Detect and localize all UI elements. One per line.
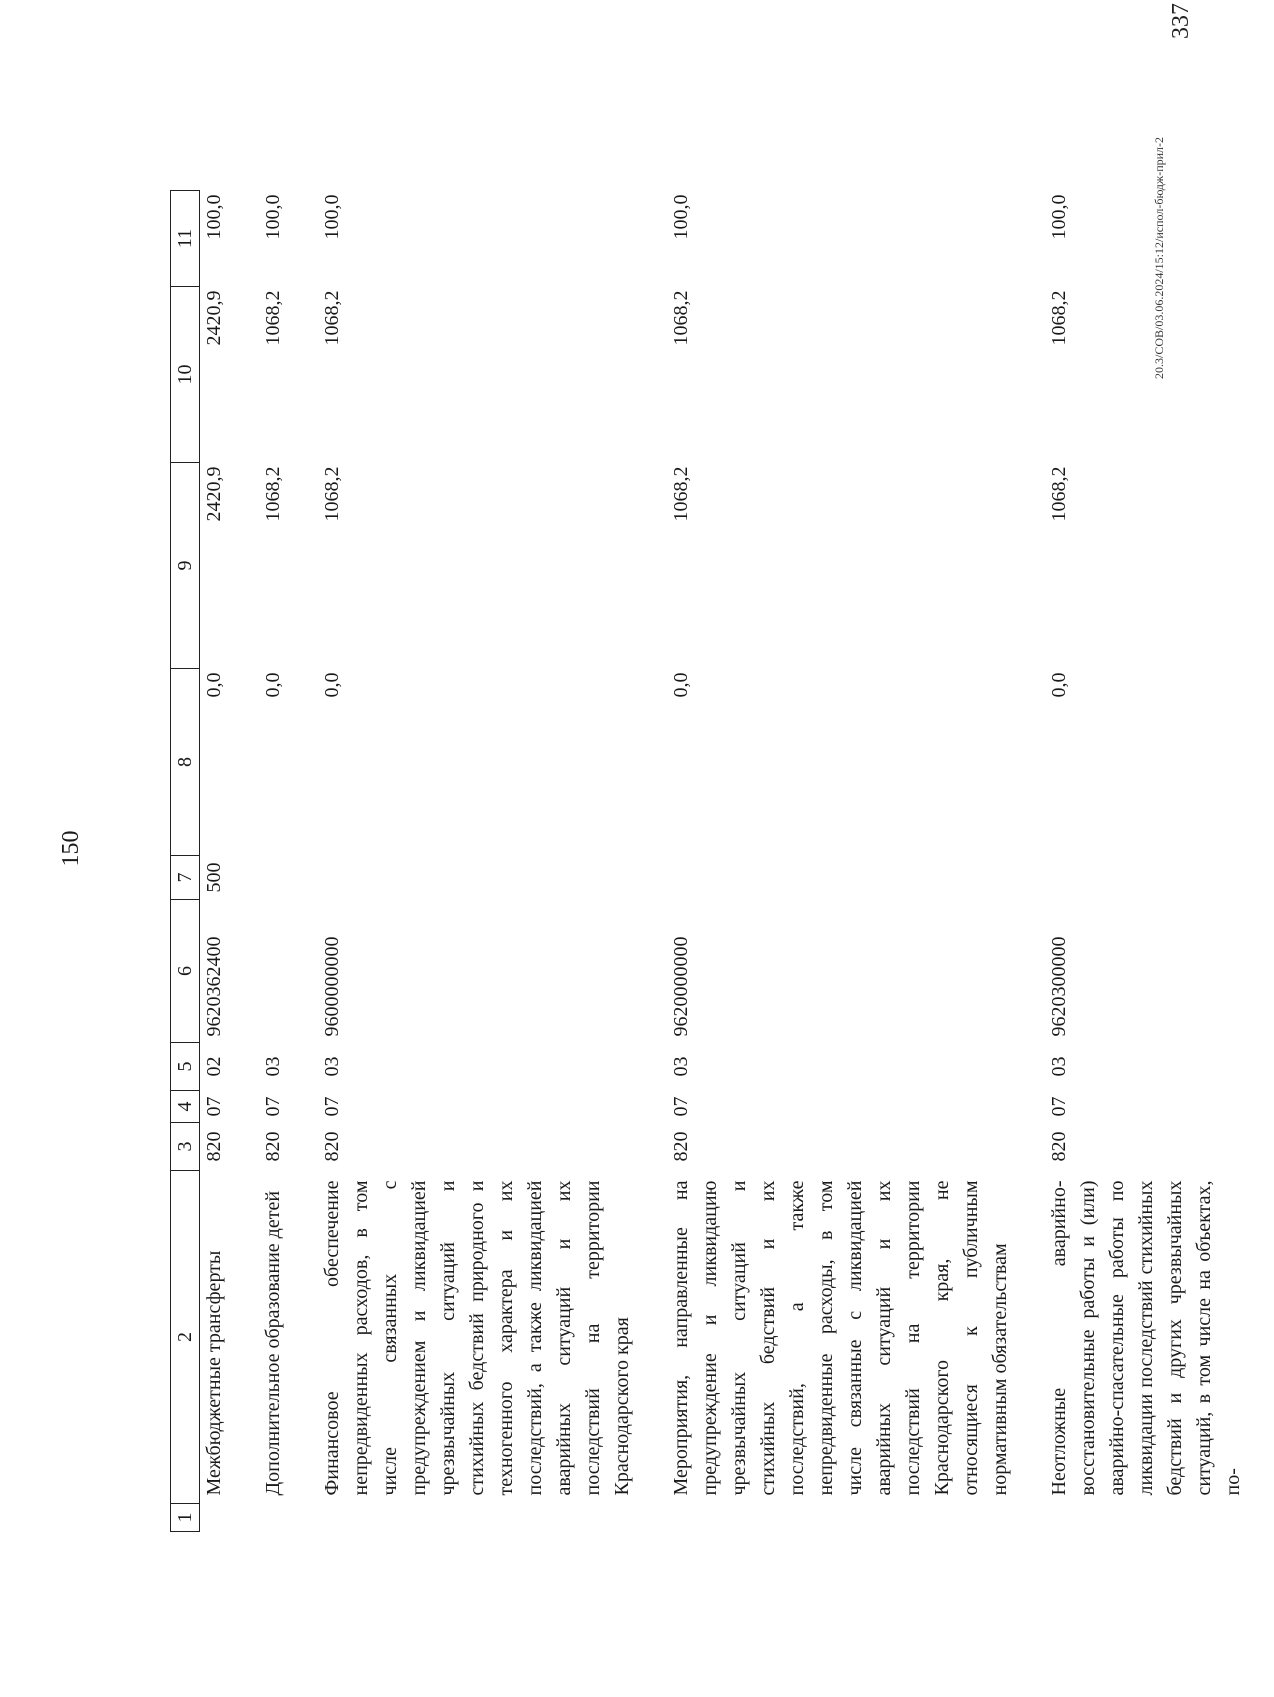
cell-col6: 9620362400 [203,936,225,1037]
page-number: 150 [58,830,84,867]
cell-col6: 9620000000 [670,936,692,1037]
cell-col3: 820 [262,1131,284,1162]
cell-col4: 07 [670,1096,692,1117]
cell-col10: 1068,2 [1048,290,1070,346]
cell-col5: 03 [262,1056,284,1077]
cell-col7 [255,856,314,900]
cell-col9: 1068,2 [670,466,692,522]
cell-col4: 07 [262,1096,284,1117]
cell-col9: 1068,2 [321,466,343,522]
row-name: Неотложные аварийно-восстановительные работы и (или) аварийно-спасательные работы по ликвидации последствий стихийных бедствий и других чрезвычайных ситуаций, в том числе на объектах, по- [1048,1180,1244,1496]
cell-col11: 100,0 [203,194,225,240]
cell-col5: 03 [1048,1056,1070,1077]
col-header-6: 6 [171,900,200,1043]
col-header-4: 4 [171,1091,200,1123]
col-header-11: 11 [171,191,200,287]
row-name: Финансовое обеспечение непредвиденных расходов, в том числе связанных с предупреждением и ликвидацией чрезвычайных ситуаций и стихийных бедствий природного и техногенного характера и их последствий, а также ликвидацией аварийных ситуаций и их последствий на территории Краснодарского края [321,1180,633,1496]
cell-col11: 100,0 [670,194,692,240]
col-header-7: 7 [171,856,200,900]
footer-stamp: 20.3/СОВ/03.06.2024/15:12/испол-бюдж-прил-2 [1152,136,1166,379]
cell-col9: 1068,2 [1048,466,1070,522]
cell-col6: 9620300000 [1048,936,1070,1037]
col-header-10: 10 [171,287,200,463]
col-header-2: 2 [171,1171,200,1504]
cell-col4: 07 [321,1096,343,1117]
row-index-cell [1041,1504,1274,1532]
cell-col3: 820 [670,1131,692,1162]
col-header-3: 3 [171,1123,200,1171]
col-header-5: 5 [171,1043,200,1091]
cell-col8: 0,0 [1048,672,1070,698]
col-header-1: 1 [171,1504,200,1532]
cell-col10: 1068,2 [262,290,284,346]
cell-col7: 500 [203,862,225,893]
row-index-cell [663,1504,1041,1532]
cell-col8: 0,0 [203,672,225,698]
table-row [255,191,314,1532]
cell-col10: 1068,2 [321,290,343,346]
cell-col11: 100,0 [321,194,343,240]
table-row [200,191,256,1532]
header-row [171,191,200,1532]
row-index-cell [200,1504,256,1532]
cell-col6 [255,900,314,1043]
row-index-cell [255,1504,314,1532]
col-header-9: 9 [171,463,200,669]
cell-col9: 1068,2 [262,466,284,522]
cell-col6: 9600000000 [321,936,343,1037]
cell-col4: 07 [1048,1096,1070,1117]
cell-col4: 07 [203,1096,225,1117]
col-header-8: 8 [171,669,200,856]
table-row [314,191,663,1532]
cell-col7 [1041,856,1274,900]
cell-col7 [314,856,663,900]
budget-table [170,190,1274,1532]
cell-col5: 03 [670,1056,692,1077]
row-name: Межбюджетные трансферты [203,1250,225,1496]
sheet-number: 337 [1168,3,1194,39]
cell-col8: 0,0 [321,672,343,698]
table-row [1041,191,1274,1532]
row-name: Мероприятия, направленные на предупреждение и ликвидацию чрезвычайных ситуаций и стихийных бедствий и их последствий, а также непредвиденные расходы, в том числе связанные с ликвидацией аварийных ситуаций и их последствий на территории Краснодарского края, не относящиеся к публичным нормативным обязательствам [670,1180,1011,1496]
cell-col9: 2420,9 [203,466,225,522]
cell-col11: 100,0 [262,194,284,240]
cell-col5: 03 [321,1056,343,1077]
cell-col8: 0,0 [262,672,284,698]
cell-col3: 820 [321,1131,343,1162]
table-row [663,191,1041,1532]
cell-col10: 1068,2 [670,290,692,346]
cell-col5: 02 [203,1056,225,1077]
cell-col10: 2420,9 [203,290,225,346]
row-name: Дополнительное образование детей [262,1190,284,1496]
cell-col3: 820 [203,1131,225,1162]
cell-col11: 100,0 [1048,194,1070,240]
cell-col8: 0,0 [670,672,692,698]
cell-col3: 820 [1048,1131,1070,1162]
row-index-cell [314,1504,663,1532]
cell-col7 [663,856,1041,900]
